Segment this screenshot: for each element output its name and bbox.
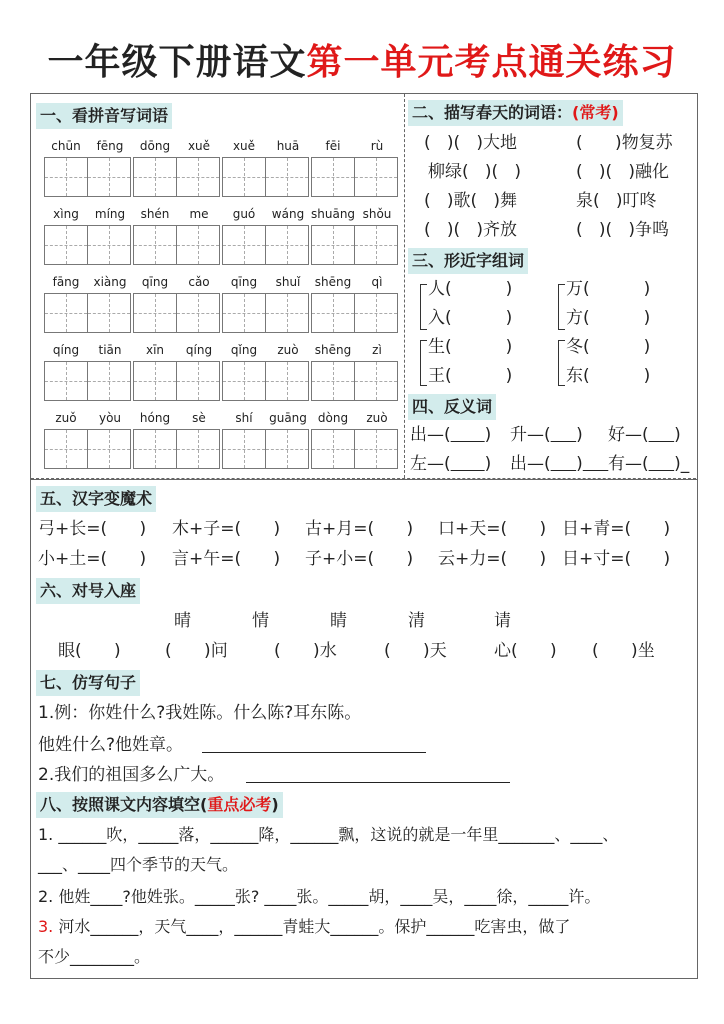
pinyin-text: fāng <box>52 275 80 289</box>
guide-line <box>45 381 87 382</box>
s2-row4-left: ( )( )齐放 <box>424 220 517 240</box>
writing-box[interactable] <box>354 225 398 265</box>
s5-r2-4: 云+力=( ) <box>438 549 547 569</box>
guide-line <box>45 313 87 314</box>
guide-line <box>266 177 308 178</box>
s6-char-1: 晴 <box>174 611 191 631</box>
pinyin-text: xìng <box>53 207 79 221</box>
writing-box[interactable] <box>133 225 177 265</box>
word-cell <box>222 206 312 262</box>
word-cell <box>222 274 312 330</box>
writing-box[interactable] <box>222 429 266 469</box>
s5-r2-2: 言+午=( ) <box>172 549 281 569</box>
guide-line <box>266 313 308 314</box>
s8-q3-line-1 <box>38 916 570 938</box>
guide-line <box>88 245 130 246</box>
guide-line <box>312 381 354 382</box>
s3-item-8: 东( ) <box>566 366 651 386</box>
section-5-heading: 五、汉字变魔术 <box>36 486 156 512</box>
s3-item-2: 入( ) <box>428 308 513 328</box>
guide-line <box>134 381 176 382</box>
writing-box[interactable] <box>44 429 88 469</box>
pinyin-text: me <box>189 207 209 221</box>
s5-r1-3: 古+月=( ) <box>305 519 414 539</box>
s8-q3-number: 3. <box>38 917 54 936</box>
s6-char-5: 请 <box>494 611 511 631</box>
writing-box[interactable] <box>311 361 355 401</box>
word-cell <box>222 342 312 398</box>
word-cell <box>44 274 134 330</box>
guide-line <box>312 313 354 314</box>
writing-box[interactable] <box>265 157 309 197</box>
s3-item-6: 王( ) <box>428 366 513 386</box>
pinyin-text: cǎo <box>188 275 210 289</box>
writing-box[interactable] <box>265 293 309 333</box>
pinyin-text: guāng <box>269 411 307 425</box>
section-2-heading <box>408 100 623 126</box>
s8-q2: 2. 他姓____?他姓张。_____张? ____张。_____胡，____吴，____徐，_____许。 <box>38 887 601 906</box>
guide-line <box>88 449 130 450</box>
writing-box[interactable] <box>133 293 177 333</box>
bracket-3 <box>420 340 427 386</box>
writing-box[interactable] <box>265 361 309 401</box>
writing-box[interactable] <box>222 293 266 333</box>
word-cell <box>311 342 401 398</box>
pinyin-text: shēng <box>314 343 352 357</box>
pinyin-text: qīng <box>141 275 169 289</box>
writing-box[interactable] <box>265 225 309 265</box>
writing-box[interactable] <box>354 429 398 469</box>
guide-line <box>45 177 87 178</box>
writing-box[interactable] <box>176 225 220 265</box>
pinyin-text: xuě <box>187 139 211 153</box>
pinyin-text: zuò <box>366 411 388 425</box>
guide-line <box>223 245 265 246</box>
guide-line <box>223 177 265 178</box>
s4-r2-1: 左—( ) <box>410 454 492 474</box>
writing-box[interactable] <box>87 361 131 401</box>
guide-line <box>266 449 308 450</box>
pinyin-text: xuě <box>232 139 256 153</box>
guide-line <box>266 245 308 246</box>
s5-r2-3: 子+小=( ) <box>305 549 414 569</box>
word-cell <box>133 138 223 194</box>
s3-item-1: 人( ) <box>428 279 513 299</box>
pinyin-text: guó <box>232 207 256 221</box>
writing-box[interactable] <box>222 361 266 401</box>
pinyin-text: xiàng <box>93 275 127 289</box>
pinyin-text: dōng <box>139 139 171 153</box>
writing-box[interactable] <box>354 361 398 401</box>
section-4-heading: 四、反义词 <box>408 394 496 420</box>
section-8-heading-close: ) <box>271 795 279 814</box>
pinyin-text: zuǒ <box>55 411 77 425</box>
s8-q1-line-1: 1. ______吹，_____落，______降，______飘，这说的就是一年里_______、____、 <box>38 825 619 844</box>
guide-line <box>355 245 397 246</box>
title-black: 一年级下册语文 <box>47 42 307 83</box>
guide-line <box>88 381 130 382</box>
pinyin-text: shǒu <box>362 207 392 221</box>
word-cell <box>311 206 401 262</box>
s6-char-2: 情 <box>252 611 269 631</box>
guide-line <box>134 313 176 314</box>
writing-box[interactable] <box>311 429 355 469</box>
s4-r1-2-text: 升—( <box>510 425 551 445</box>
s2-row2-right: ( )( )融化 <box>576 162 669 182</box>
s6-char-3: 睛 <box>330 611 347 631</box>
section-2-heading-text: 二、描写春天的词语： <box>412 103 573 122</box>
writing-box[interactable] <box>222 225 266 265</box>
writing-box[interactable] <box>87 157 131 197</box>
guide-line <box>88 313 130 314</box>
section-8-tag: 重点必考 <box>207 795 272 814</box>
pinyin-text: wáng <box>271 207 305 221</box>
s7-line-3: 2.我们的祖国多么广大。 <box>38 765 225 785</box>
section-3-heading: 三、形近字组词 <box>408 248 528 274</box>
writing-box[interactable] <box>133 429 177 469</box>
writing-box[interactable] <box>222 157 266 197</box>
pinyin-text: qīng <box>230 275 258 289</box>
s4-r1-1-text: 出—( <box>410 425 451 445</box>
guide-line <box>312 449 354 450</box>
guide-line <box>177 313 219 314</box>
guide-line <box>223 313 265 314</box>
writing-box[interactable] <box>44 293 88 333</box>
s7-answer-line-2 <box>246 782 510 783</box>
word-cell <box>311 410 401 466</box>
writing-box[interactable] <box>354 157 398 197</box>
s3-item-7: 冬( ) <box>566 337 651 357</box>
word-cell <box>44 342 134 398</box>
writing-box[interactable] <box>133 361 177 401</box>
guide-line <box>223 381 265 382</box>
bracket-2 <box>558 284 565 330</box>
s4-r1-2: 升—( ) <box>510 425 583 445</box>
s4-r2-1-text: 左—( <box>410 454 451 474</box>
word-cell <box>133 206 223 262</box>
pinyin-text: yòu <box>98 411 122 425</box>
s2-row1-left: ( )( )大地 <box>424 133 517 153</box>
word-cell <box>44 206 134 262</box>
s6-blank-1: 眼( ) <box>58 641 121 661</box>
guide-line <box>134 449 176 450</box>
writing-box[interactable] <box>311 225 355 265</box>
s6-blank-3: ( )水 <box>274 641 337 661</box>
pinyin-text: huā <box>276 139 300 153</box>
s8-q1-line-2: ___、____四个季节的天气。 <box>38 855 239 874</box>
writing-box[interactable] <box>176 157 220 197</box>
word-cell <box>222 138 312 194</box>
s4-r2-3-text: 有—( <box>608 454 649 474</box>
writing-box[interactable] <box>44 225 88 265</box>
pinyin-text: tiān <box>98 343 122 357</box>
section-1-heading: 一、看拼音写词语 <box>36 103 172 129</box>
s6-blank-5: 心( ) <box>494 641 557 661</box>
guide-line <box>355 449 397 450</box>
s5-r1-2: 木+子=( ) <box>172 519 281 539</box>
s2-row3-right: 泉( )叮咚 <box>576 191 657 211</box>
s5-r1-5: 日+青=( ) <box>562 519 671 539</box>
s5-r2-1: 小+土=( ) <box>38 549 147 569</box>
bracket-1 <box>420 284 427 330</box>
section-2-tag: (常考) <box>572 103 619 122</box>
writing-box[interactable] <box>133 157 177 197</box>
s5-r1-4: 口+天=( ) <box>438 519 547 539</box>
s8-q3-text: 河水______，天气____，______青蛙大______。保护______吃害虫，做了 <box>53 917 571 936</box>
s4-r2-2-text: 出—( <box>510 454 551 474</box>
pinyin-text: shén <box>140 207 170 221</box>
word-cell <box>44 410 134 466</box>
s2-row2-left: 柳绿( )( ) <box>428 162 521 182</box>
s4-r1-3: 好—( ) <box>608 425 681 445</box>
s8-q3-line-2: 不少________。 <box>38 947 151 966</box>
pinyin-text: qǐng <box>230 343 258 357</box>
guide-line <box>177 449 219 450</box>
guide-line <box>134 245 176 246</box>
s6-blank-6: ( )坐 <box>592 641 655 661</box>
word-cell <box>222 410 312 466</box>
s4-r1-3-text: 好—( <box>608 425 649 445</box>
title-red: 第一单元考点通关练习 <box>306 42 677 83</box>
word-cell <box>44 138 134 194</box>
writing-box[interactable] <box>265 429 309 469</box>
pinyin-text: shuǐ <box>275 275 301 289</box>
writing-box[interactable] <box>87 293 131 333</box>
word-cell <box>311 138 401 194</box>
writing-box[interactable] <box>311 157 355 197</box>
guide-line <box>177 245 219 246</box>
pinyin-text: qíng <box>185 343 213 357</box>
guide-line <box>223 449 265 450</box>
word-cell <box>311 274 401 330</box>
guide-line <box>312 245 354 246</box>
pinyin-text: qì <box>371 275 383 289</box>
writing-box[interactable] <box>44 361 88 401</box>
guide-line <box>45 245 87 246</box>
pinyin-text: shuāng <box>311 207 356 221</box>
guide-line <box>177 177 219 178</box>
pinyin-text: xīn <box>145 343 165 357</box>
s3-item-4: 方( ) <box>566 308 651 328</box>
writing-box[interactable] <box>87 225 131 265</box>
pinyin-text: dòng <box>317 411 349 425</box>
guide-line <box>355 177 397 178</box>
s7-example: 1.例：你姓什么?我姓陈。什么陈?耳东陈。 <box>38 703 362 723</box>
writing-box[interactable] <box>354 293 398 333</box>
pinyin-text: hóng <box>139 411 171 425</box>
section-8-heading-text: 八、按照课文内容填空( <box>40 795 208 814</box>
s5-r2-5: 日+寸=( ) <box>562 549 671 569</box>
s7-line-2: 他姓什么?他姓章。 <box>38 735 184 755</box>
s7-answer-line-1 <box>202 752 426 753</box>
s4-r1-1: 出—( ) <box>410 425 492 445</box>
s3-item-3: 万( ) <box>566 279 651 299</box>
s6-blank-4: ( )天 <box>384 641 447 661</box>
s4-r2-3: 有—( )_ <box>608 454 690 474</box>
guide-line <box>177 381 219 382</box>
pinyin-text: fēi <box>325 139 341 153</box>
s2-row4-right: ( )( )争鸣 <box>576 220 669 240</box>
section-8-heading <box>36 792 283 818</box>
writing-box[interactable] <box>176 361 220 401</box>
pinyin-text: shēng <box>314 275 352 289</box>
guide-line <box>45 449 87 450</box>
pinyin-text: fēng <box>96 139 124 153</box>
pinyin-text: zuò <box>277 343 299 357</box>
s6-char-4: 清 <box>408 611 425 631</box>
guide-line <box>355 381 397 382</box>
guide-line <box>88 177 130 178</box>
bracket-4 <box>558 340 565 386</box>
guide-line <box>266 381 308 382</box>
pinyin-text: qíng <box>52 343 80 357</box>
s5-r1-1: 弓+长=( ) <box>38 519 147 539</box>
section-7-heading: 七、仿写句子 <box>36 670 140 696</box>
writing-box[interactable] <box>87 429 131 469</box>
top-divider <box>404 94 405 478</box>
pinyin-text: sè <box>192 411 206 425</box>
page-title <box>0 34 724 85</box>
word-cell <box>133 410 223 466</box>
pinyin-text: shí <box>235 411 253 425</box>
word-cell <box>133 342 223 398</box>
s3-item-5: 生( ) <box>428 337 513 357</box>
writing-box[interactable] <box>311 293 355 333</box>
word-cell <box>133 274 223 330</box>
section-6-heading: 六、对号入座 <box>36 578 140 604</box>
s2-row3-left: ( )歌( )舞 <box>424 191 517 211</box>
writing-box[interactable] <box>176 293 220 333</box>
pinyin-text: míng <box>94 207 126 221</box>
guide-line <box>312 177 354 178</box>
s4-r2-2: 出—( ) <box>510 454 583 474</box>
guide-line <box>134 177 176 178</box>
guide-line <box>355 313 397 314</box>
middle-divider <box>31 478 696 479</box>
writing-box[interactable] <box>44 157 88 197</box>
s2-row1-right: ( )物复苏 <box>576 133 673 153</box>
s6-blank-2: ( )问 <box>165 641 228 661</box>
pinyin-text: zì <box>372 343 382 357</box>
pinyin-text: rù <box>370 139 384 153</box>
pinyin-text: chūn <box>51 139 81 153</box>
writing-box[interactable] <box>176 429 220 469</box>
